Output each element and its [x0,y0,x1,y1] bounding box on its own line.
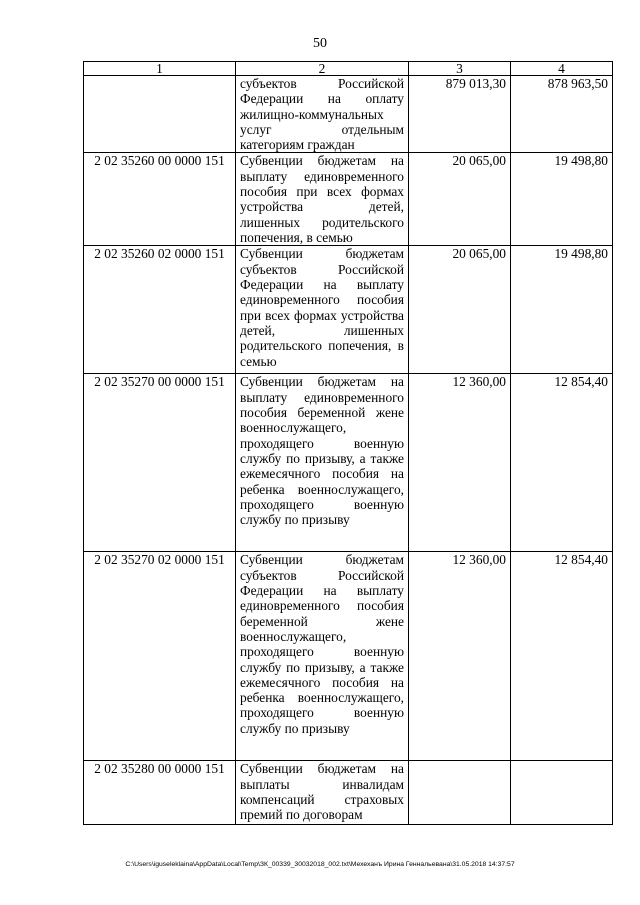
amount-col3 [409,761,511,825]
row-description: Субвенции бюджетам субъектов Российской Федерации на выплату единовременного пособия беременной жене военнослужащего, проходящего военную службу по призыву, а также ежемесячного пособия на ребенка военнослужащего, проходящего военную службу по призыву [236,552,409,761]
column-header: 2 [236,62,409,76]
budget-code [84,76,236,153]
column-header: 4 [511,62,613,76]
table-row [84,246,613,374]
amount-col4: 19 498,80 [511,246,613,374]
budget-code: 2 02 35270 00 0000 151 [84,374,236,552]
row-description: субъектов Российской Федерации на оплату жилищно-коммунальных услуг отдельным категориям граждан [236,76,409,153]
amount-col3: 879 013,30 [409,76,511,153]
budget-code: 2 02 35260 00 0000 151 [84,153,236,246]
table-row [84,761,613,825]
page-number: 50 [313,36,327,51]
file-path-footer: C:\Users\iguseleklaina\AppData\Local\Temp\ЗК_00339_30032018_002.txt\Мехеханъ Ирина Геннальевана\31.05.2018 14:37:57 [125,861,515,868]
row-description: Субвенции бюджетам на выплаты инвалидам компенсаций страховых премий по договорам [236,761,409,825]
budget-code: 2 02 35280 00 0000 151 [84,761,236,825]
column-header: 1 [84,62,236,76]
amount-col4: 878 963,50 [511,76,613,153]
table-row [84,153,613,246]
amount-col3: 12 360,00 [409,374,511,552]
budget-code: 2 02 35270 02 0000 151 [84,552,236,761]
amount-col3: 12 360,00 [409,552,511,761]
budget-code: 2 02 35260 02 0000 151 [84,246,236,374]
column-header: 3 [409,62,511,76]
table-row [84,374,613,552]
amount-col3: 20 065,00 [409,153,511,246]
amount-col3: 20 065,00 [409,246,511,374]
amount-col4: 12 854,40 [511,552,613,761]
row-description: Субвенции бюджетам субъектов Российской Федерации на выплату единовременного пособия при всех формах устройства детей, лишенных родительского попечения, в семью [236,246,409,374]
budget-table [83,61,613,825]
table-row [84,552,613,761]
amount-col4: 19 498,80 [511,153,613,246]
table-header-row [84,62,613,76]
table-row [84,76,613,153]
row-description: Субвенции бюджетам на выплату единовременного пособия беременной жене военнослужащего, проходящего военную службу по призыву, а также ежемесячного пособия на ребенка военнослужащего, проходящего военную службу по призыву [236,374,409,552]
amount-col4: 12 854,40 [511,374,613,552]
amount-col4 [511,761,613,825]
row-description: Субвенции бюджетам на выплату единовременного пособия при всех формах устройства детей, лишенных родительского попечения, в семью [236,153,409,246]
